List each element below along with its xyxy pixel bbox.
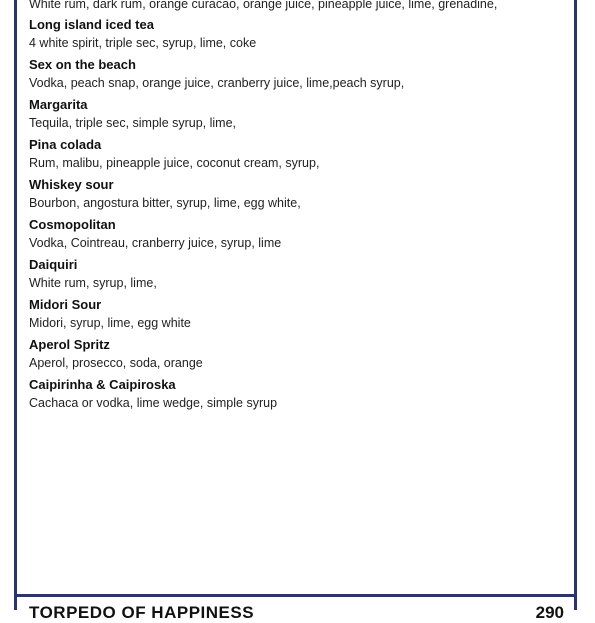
- cocktail-ingredients: Rum, malibu, pineapple juice, coconut cream, syrup,: [29, 156, 320, 170]
- cocktail-ingredients: Tequila, triple sec, simple syrup, lime,: [29, 116, 237, 130]
- cocktail-ingredients: Vodka, Cointreau, cranberry juice, syrup, lime: [29, 236, 282, 250]
- cocktail-name: Aperol Spritz: [29, 337, 110, 352]
- cocktail-name: Cosmopolitan: [29, 217, 116, 232]
- cocktail-ingredients: White rum, dark rum, orange curacao, orange juice, pineapple juice, lime, grenadine,: [29, 0, 498, 11]
- cocktail-ingredients: Vodka, peach snap, orange juice, cranberry juice, lime,peach syrup,: [29, 76, 405, 90]
- cocktail-ingredients: Cachaca or vodka, lime wedge, simple syrup: [29, 396, 278, 410]
- cocktail-ingredients: White rum, syrup, lime,: [29, 276, 157, 290]
- cocktail-name: Sex on the beach: [29, 57, 136, 72]
- cocktail-name: Pina colada: [29, 137, 102, 152]
- cocktail-ingredients: Bourbon, angostura bitter, syrup, lime, egg white,: [29, 196, 301, 210]
- cocktail-name: Midori Sour: [29, 297, 102, 312]
- cocktail-ingredients: 4 white spirit, triple sec, syrup, lime, coke: [29, 36, 257, 50]
- cocktail-ingredients: Midori, syrup, lime, egg white: [29, 316, 191, 330]
- next-section-header: [14, 597, 577, 622]
- cocktail-name: Long island iced tea: [29, 17, 154, 32]
- cocktail-name: Daiquiri: [29, 257, 78, 272]
- section-title: TORPEDO OF HAPPINESS: [29, 603, 255, 622]
- cocktail-ingredients: Aperol, prosecco, soda, orange: [29, 356, 203, 370]
- cocktail-name: Caipirinha & Caipiroska: [29, 377, 176, 392]
- cocktail-name: Whiskey sour: [29, 177, 114, 192]
- section-price: 290: [535, 603, 564, 622]
- cocktail-name: Margarita: [29, 97, 88, 112]
